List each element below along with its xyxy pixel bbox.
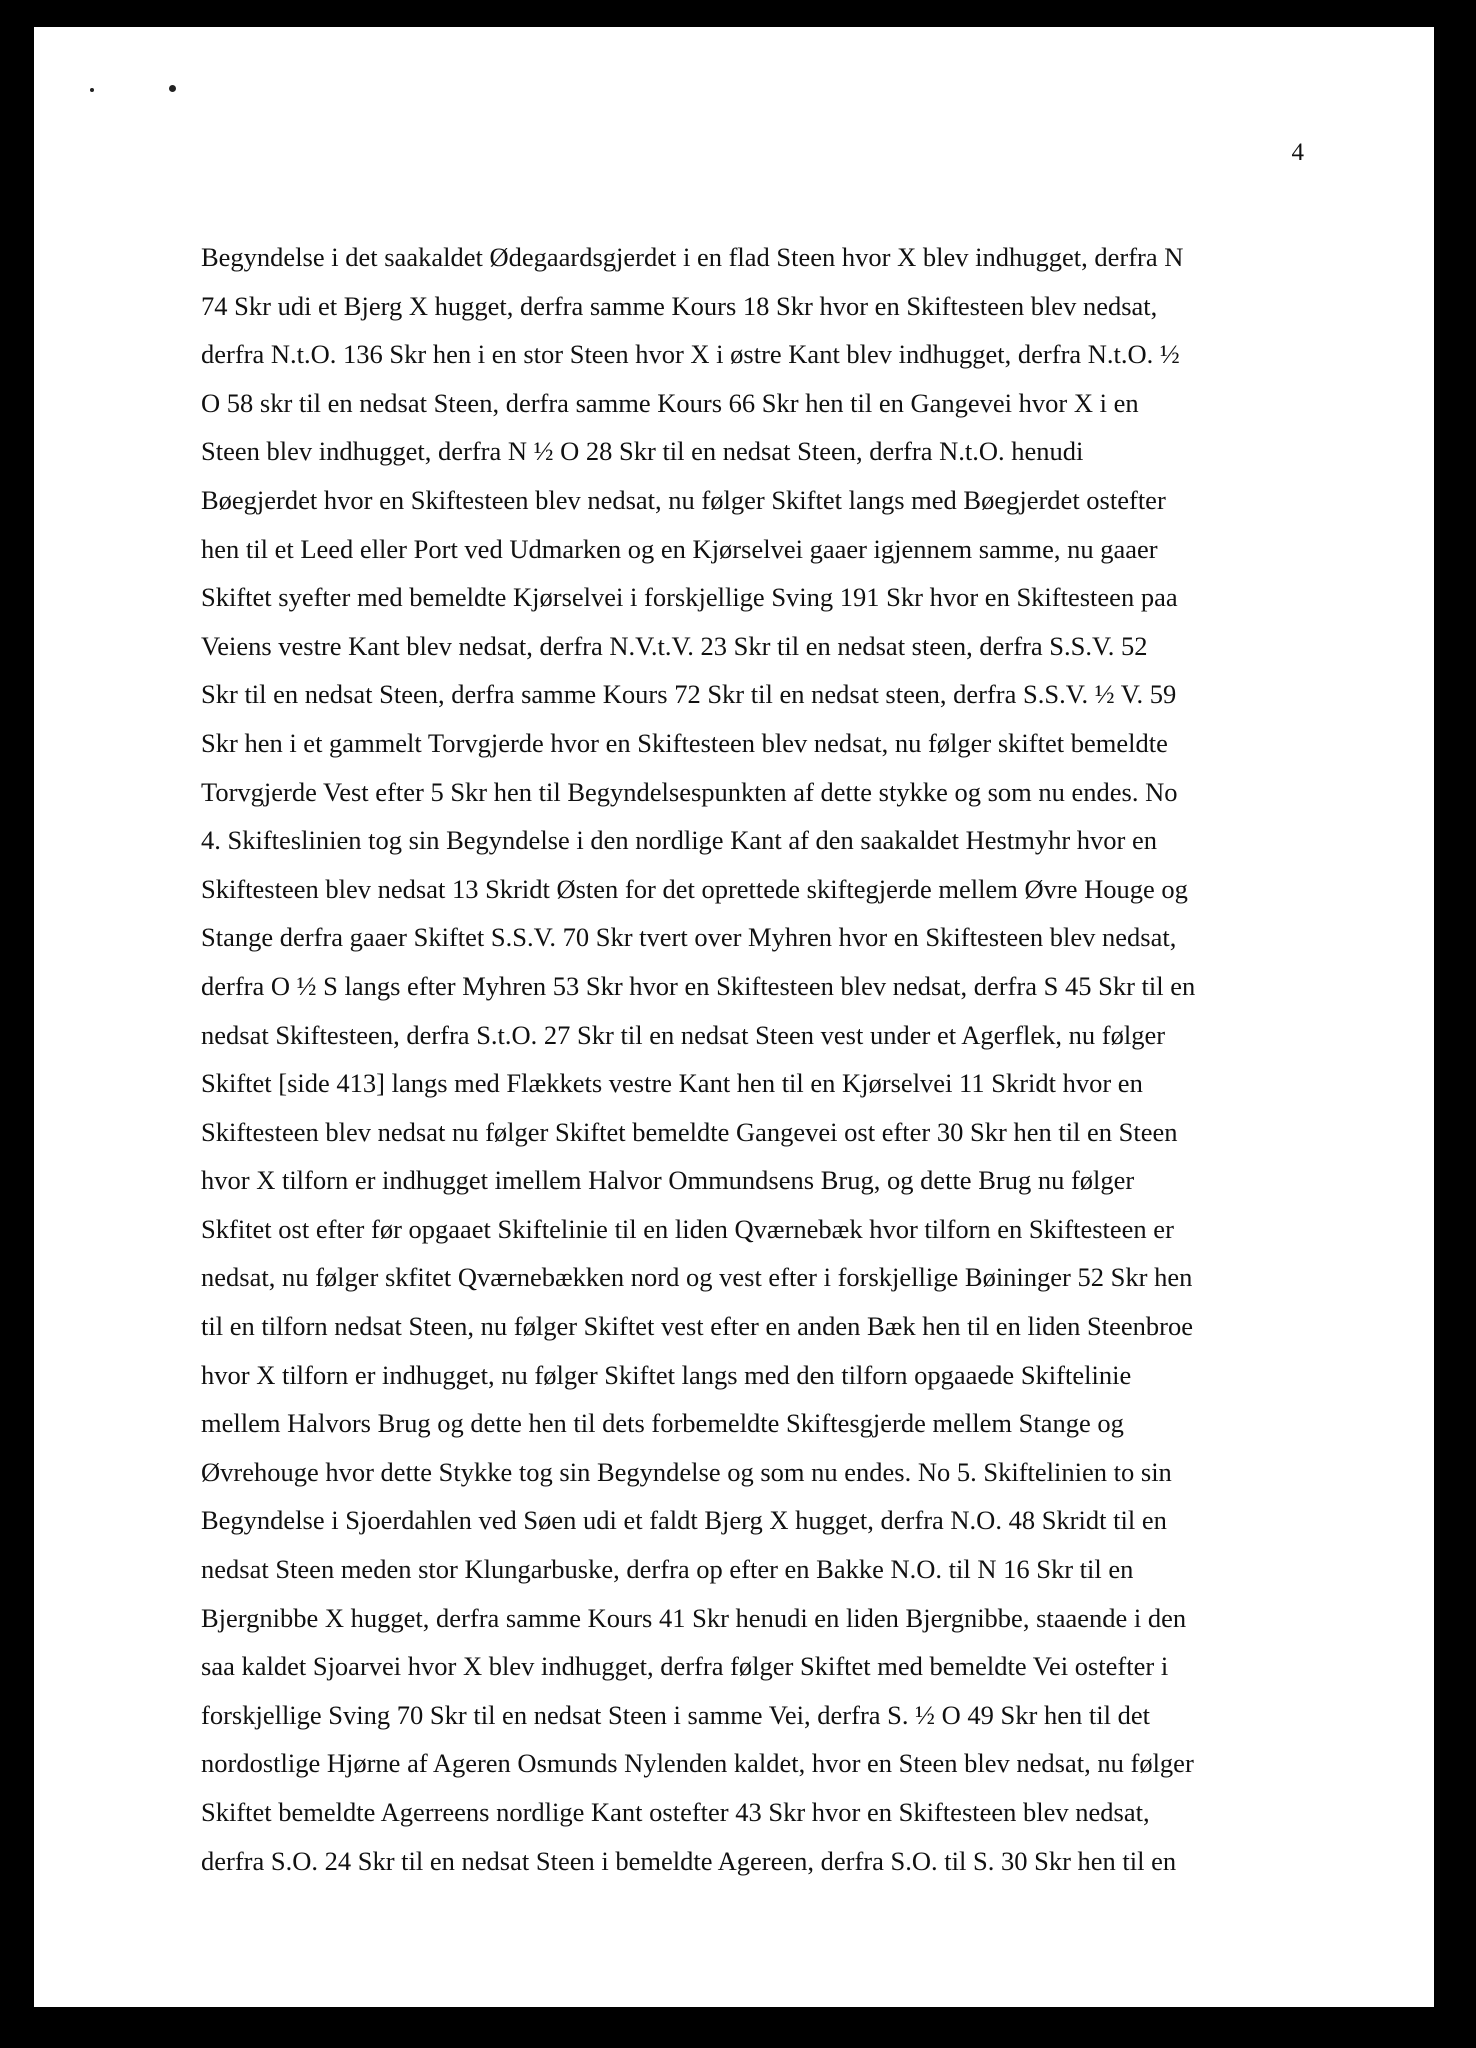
text-line: Skiftet [side 413] langs med Flækkets vestre Kant hen til en Kjørselvei 11 Skridt hvor en <box>201 1068 1143 1099</box>
text-line: Skiftesteen blev nedsat 13 Skridt Østen for det oprettede skiftegjerde mellem Øvre Houge og <box>201 873 1188 904</box>
text-line: 4. Skifteslinien tog sin Begyndelse i den nordlige Kant af den saakaldet Hestmyhr hvor en <box>201 825 1157 856</box>
text-line: Bjergnibbe X hugget, derfra samme Kours 41 Skr henudi en liden Bjergnibbe, staaende i den <box>201 1602 1187 1633</box>
text-line: Skiftet bemeldte Agerreens nordlige Kant ostefter 43 Skr hvor en Skiftesteen blev nedsat, <box>201 1797 1150 1827</box>
text-line: Øvrehouge hvor dette Stykke tog sin Begyndelse og som nu endes. No 5. Skiftelinien to sin <box>201 1456 1172 1487</box>
text-line: O 58 skr til en nedsat Steen, derfra samme Kours 66 Skr hen til en Gangevei hvor X i en <box>201 387 1139 418</box>
text-line: Torvgjerde Vest efter 5 Skr hen til Begyndelsespunkten af dette stykke og som nu endes. No <box>201 776 1178 807</box>
body-text <box>201 233 1341 1885</box>
text-line: Steen blev indhugget, derfra N ½ O 28 Skr til en nedsat Steen, derfra N.t.O. henudi <box>201 436 1084 467</box>
scan-dot-mark <box>90 88 94 92</box>
text-line: derfra O ½ S langs efter Myhren 53 Skr hvor en Skiftesteen blev nedsat, derfra S 45 Skr til en <box>201 970 1196 1001</box>
text-line: Bøegjerdet hvor en Skiftesteen blev nedsat, nu følger Skiftet langs med Bøegjerdet ostefter <box>201 484 1166 515</box>
text-line: 74 Skr udi et Bjerg X hugget, derfra samme Kours 18 Skr hvor en Skiftesteen blev nedsat, <box>201 290 1158 321</box>
page-number: 4 <box>1291 139 1304 166</box>
text-line: Skiftesteen blev nedsat nu følger Skiftet bemeldte Gangevei ost efter 30 Skr hen til en Steen <box>201 1116 1178 1147</box>
text-line: Begyndelse i det saakaldet Ødegaardsgjerdet i en flad Steen hvor X blev indhugget, derfra N <box>201 242 1184 272</box>
text-line: hen til et Leed eller Port ved Udmarken og en Kjørselvei gaaer igjennem samme, nu gaaer <box>201 533 1158 564</box>
text-line: Skr til en nedsat Steen, derfra samme Kours 72 Skr til en nedsat steen, derfra S.S.V. ½ V. 59 <box>201 679 1177 710</box>
text-line: Begyndelse i Sjoerdahlen ved Søen udi et faldt Bjerg X hugget, derfra N.O. 48 Skridt til en <box>201 1505 1167 1536</box>
text-line: nedsat Steen meden stor Klungarbuske, derfra op efter en Bakke N.O. til N 16 Skr til en <box>201 1554 1134 1585</box>
text-line: derfra N.t.O. 136 Skr hen i en stor Steen hvor X i østre Kant blev indhugget, derfra N.t.O. ½ <box>201 339 1180 370</box>
text-line: Skr hen i et gammelt Torvgjerde hvor en Skiftesteen blev nedsat, nu følger skiftet bemeldte <box>201 727 1168 758</box>
text-line: derfra S.O. 24 Skr til en nedsat Steen i bemeldte Agereen, derfra S.O. til S. 30 Skr hen til en <box>201 1845 1177 1876</box>
text-line: mellem Halvors Brug og dette hen til dets forbemeldte Skiftesgjerde mellem Stange og <box>201 1408 1124 1439</box>
document-page <box>34 27 1434 2007</box>
text-line: Veiens vestre Kant blev nedsat, derfra N.V.t.V. 23 Skr til en nedsat steen, derfra S.S.V. 52 <box>201 630 1148 661</box>
text-line: nedsat, nu følger skfitet Qværnebækken nord og vest efter i forskjellige Bøininger 52 Skr hen <box>201 1262 1193 1293</box>
text-line: Skfitet ost efter før opgaaet Skiftelinie til en liden Qværnebæk hvor tilforn en Skiftesteen er <box>201 1213 1174 1244</box>
text-line: til en tilforn nedsat Steen, nu følger Skiftet vest efter en anden Bæk hen til en liden Steenbroe <box>201 1311 1194 1342</box>
text-line: saa kaldet Sjoarvei hvor X blev indhugget, derfra følger Skiftet med bemeldte Vei ostefter i <box>201 1651 1169 1682</box>
scan-dot-mark <box>169 85 176 92</box>
text-line: hvor X tilforn er indhugget, nu følger Skiftet langs med den tilforn opgaaede Skiftelinie <box>201 1359 1132 1390</box>
text-line: Skiftet syefter med bemeldte Kjørselvei i forskjellige Sving 191 Skr hvor en Skiftesteen paa <box>201 582 1178 613</box>
text-line: Stange derfra gaaer Skiftet S.S.V. 70 Skr tvert over Myhren hvor en Skiftesteen blev nedsat, <box>201 922 1177 953</box>
text-line: hvor X tilforn er indhugget imellem Halvor Ommundsens Brug, og dette Brug nu følger <box>201 1165 1135 1196</box>
text-line: nedsat Skiftesteen, derfra S.t.O. 27 Skr til en nedsat Steen vest under et Agerflek, nu følger <box>201 1019 1166 1050</box>
text-line: nordostlige Hjørne af Ageren Osmunds Nylenden kaldet, hvor en Steen blev nedsat, nu følger <box>201 1748 1194 1779</box>
text-line: forskjellige Sving 70 Skr til en nedsat Steen i samme Vei, derfra S. ½ O 49 Skr hen til det <box>201 1699 1150 1730</box>
